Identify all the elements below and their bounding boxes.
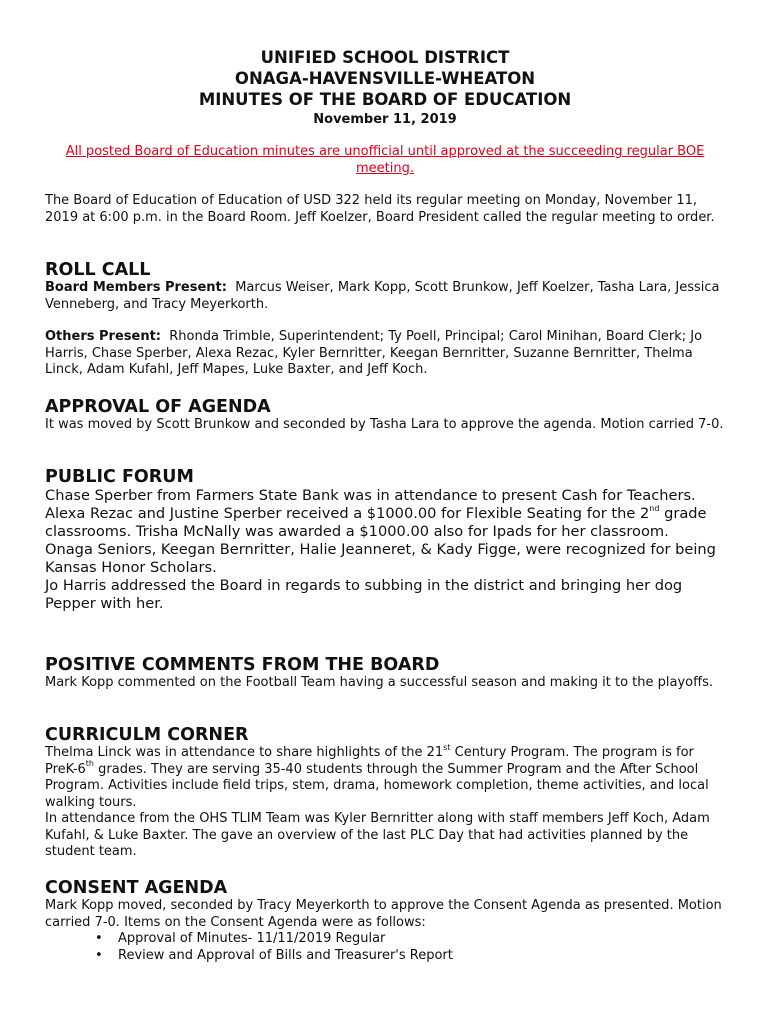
public-forum-paragraph-3: Jo Harris addressed the Board in regards to subbing in the district and bringing her dog Pepper with her. — [45, 577, 683, 612]
roll-call-section — [45, 260, 730, 379]
others-present-label: Others Present: — [45, 329, 161, 344]
ordinal-suffix: th — [85, 759, 95, 769]
curriculum-section — [45, 725, 730, 861]
others-present-list: Rhonda Trimble, Superintendent; Ty Poell, Principal; Carol Minihan, Board Clerk; Jo Harris, Chase Sperber, Alexa Rezac, Kyler Bernritter, Keegan Bernritter, Suzanne Bernritter, Thelma Linck, Adam Kufahl, Jeff Mapes, Luke Baxter, and Jeff Koch. — [45, 329, 703, 377]
consent-agenda-section — [45, 878, 730, 964]
positive-comments-section — [45, 655, 730, 692]
others-present-paragraph — [45, 329, 730, 379]
meeting-date: November 11, 2019 — [313, 112, 457, 127]
list-item: • Review and Approval of Bills and Treasurer's Report — [45, 948, 730, 965]
public-forum-text-a: Chase Sperber from Farmers State Bank was in attendance to present Cash for Teachers. Alexa Rezac and Justine Sperber received a $1000.00 for Flexible Seating for the 2 — [45, 487, 696, 522]
roll-call-heading: ROLL CALL — [45, 260, 151, 280]
district-name: UNIFIED SCHOOL DISTRICT — [260, 48, 510, 67]
board-members-paragraph — [45, 280, 730, 313]
unofficial-notice[interactable]: All posted Board of Education minutes are unofficial until approved at the succeeding regular BOE meeting. — [65, 144, 705, 176]
curriculum-text-b: Century Program. The program is for PreK-6 — [45, 745, 694, 777]
district-subname: ONAGA-HAVENSVILLE-WHEATON — [234, 69, 536, 88]
curriculum-paragraph-1 — [45, 742, 730, 811]
list-item: • Approval of Minutes- 11/11/2019 Regular — [45, 931, 730, 948]
approval-text: It was moved by Scott Brunkow and seconded by Tasha Lara to approve the agenda. Motion carried 7-0. — [45, 417, 724, 432]
approval-section — [45, 397, 730, 434]
public-forum-paragraph-1 — [45, 487, 730, 541]
board-members-list: Marcus Weiser, Mark Kopp, Scott Brunkow, Jeff Koelzer, Tasha Lara, Jessica Venneberg, and Tracy Meyerkorth. — [45, 280, 720, 312]
intro-paragraph: The Board of Education of Education of USD 322 held its regular meeting on Monday, November 11, 2019 at 6:00 p.m. in the Board Room. Jeff Koelzer, Board President called the regular meeting to order. — [45, 193, 715, 225]
curriculum-heading: CURRICULM CORNER — [45, 725, 249, 745]
curriculum-text-c: grades. They are serving 35-40 students through the Summer Program and the After School Program. Activities include field trips, stem, drama, homework completion, theme activities, and local walking tours. — [45, 761, 709, 810]
board-members-label: Board Members Present: — [45, 280, 227, 295]
ordinal-suffix: st — [443, 742, 451, 752]
curriculum-text-a: Thelma Linck was in attendance to share highlights of the 21 — [45, 745, 444, 760]
public-forum-heading: PUBLIC FORUM — [45, 467, 194, 487]
document-title: MINUTES OF THE BOARD OF EDUCATION — [198, 90, 572, 109]
approval-heading: APPROVAL OF AGENDA — [45, 397, 271, 417]
positive-comments-text: Mark Kopp commented on the Football Team having a successful season and making it to the playoffs. — [45, 675, 713, 690]
curriculum-paragraph-2: In attendance from the OHS TLIM Team was Kyler Bernritter along with staff members Jeff Koch, Adam Kufahl, & Luke Baxter. The gave an overview of the last PLC Day that had activities planned by the student team. — [45, 811, 710, 859]
ordinal-suffix: nd — [649, 504, 660, 514]
positive-comments-heading: POSITIVE COMMENTS FROM THE BOARD — [45, 655, 440, 675]
document-header — [0, 47, 770, 130]
public-forum-section — [45, 467, 730, 613]
consent-agenda-heading: CONSENT AGENDA — [45, 878, 228, 898]
consent-agenda-list — [45, 931, 730, 964]
public-forum-paragraph-2: Onaga Seniors, Keegan Bernritter, Halie Jeanneret, & Kady Figge, were recognized for being Kansas Honor Scholars. — [45, 541, 716, 576]
public-forum-text-b: grade classrooms. Trisha McNally was awarded a $1000.00 also for Ipads for her classroom. — [45, 505, 707, 540]
consent-agenda-text: Mark Kopp moved, seconded by Tracy Meyerkorth to approve the Consent Agenda as presented. Motion carried 7-0. Items on the Consent Agenda were as follows: — [45, 898, 722, 930]
